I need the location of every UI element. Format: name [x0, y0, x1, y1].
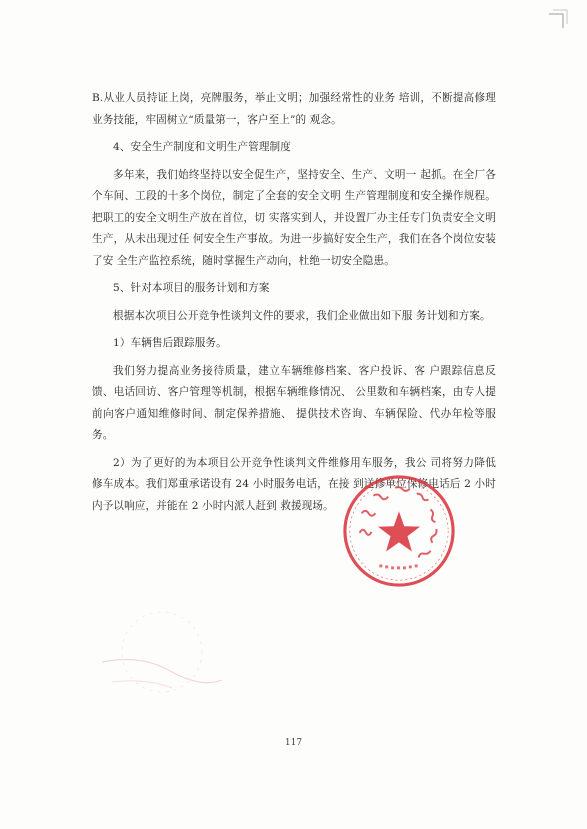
heading-safety-system: 4、安全生产制度和文明生产管理制度	[113, 141, 291, 153]
heading-after-sales: 1）车辆售后跟踪服务。	[113, 337, 227, 349]
paragraph-safety: 多年来，我们始终坚持以安全促生产，坚持安全、生产、文明一 起抓。在全厂各个车间、工段的十多个岗位，制定了全套的安全文明 生产管理制度和安全操作规程。把职工的安全文明生产放在首位，切 实落实到人，并设置厂办主任专门负责安全文明生产，从未出现过任 何安全生产事故。为进一步搞好安全生产，我们在各个岗位安装了安 全生产监控系统，随时掌握生产动向，杜绝一切安全隐患。	[92, 168, 496, 267]
paragraph-commitment: 2）为了更好的为本项目公开竞争性谈判文件维修用车服务，我公 司将努力降低修车成本。我们郑重承诺设有 24 小时服务电话，在接 到送修单位保修电话后 2 小时内予以响应，并能在 2 小时内派人赶到 救援现场。	[92, 456, 496, 512]
body-text	[92, 88, 496, 523]
page-corner-mark-icon	[547, 8, 569, 30]
heading-service-plan: 5、针对本项目的服务计划和方案	[113, 282, 270, 294]
company-seal-icon	[340, 472, 458, 590]
page-number: 117	[284, 738, 303, 748]
paragraph-qualification: B.从业人员持证上岗，亮牌服务，举止文明；加强经常性的业务 培训，不断提高修理业务技能，牢固树立“质量第一，客户至上”的 观念。	[92, 92, 496, 126]
paragraph-service-intro: 根据本次项目公开竞争性谈判文件的要求，我们企业做出如下服 务计划和方案。	[113, 309, 491, 322]
paragraph-after-sales: 我们努力提高业务接待质量，建立车辆维修档案、客户投诉、客 户跟踪信息反馈、电话回访、客户管理等机制，根据车辆维修情况、 公里数和车辆档案，由专人提前向客户通知维修时间、制定保养措施、 提供技术咨询、车辆保险、代办年检等服务。	[92, 364, 496, 441]
red-ink-smudge-icon	[92, 592, 232, 712]
